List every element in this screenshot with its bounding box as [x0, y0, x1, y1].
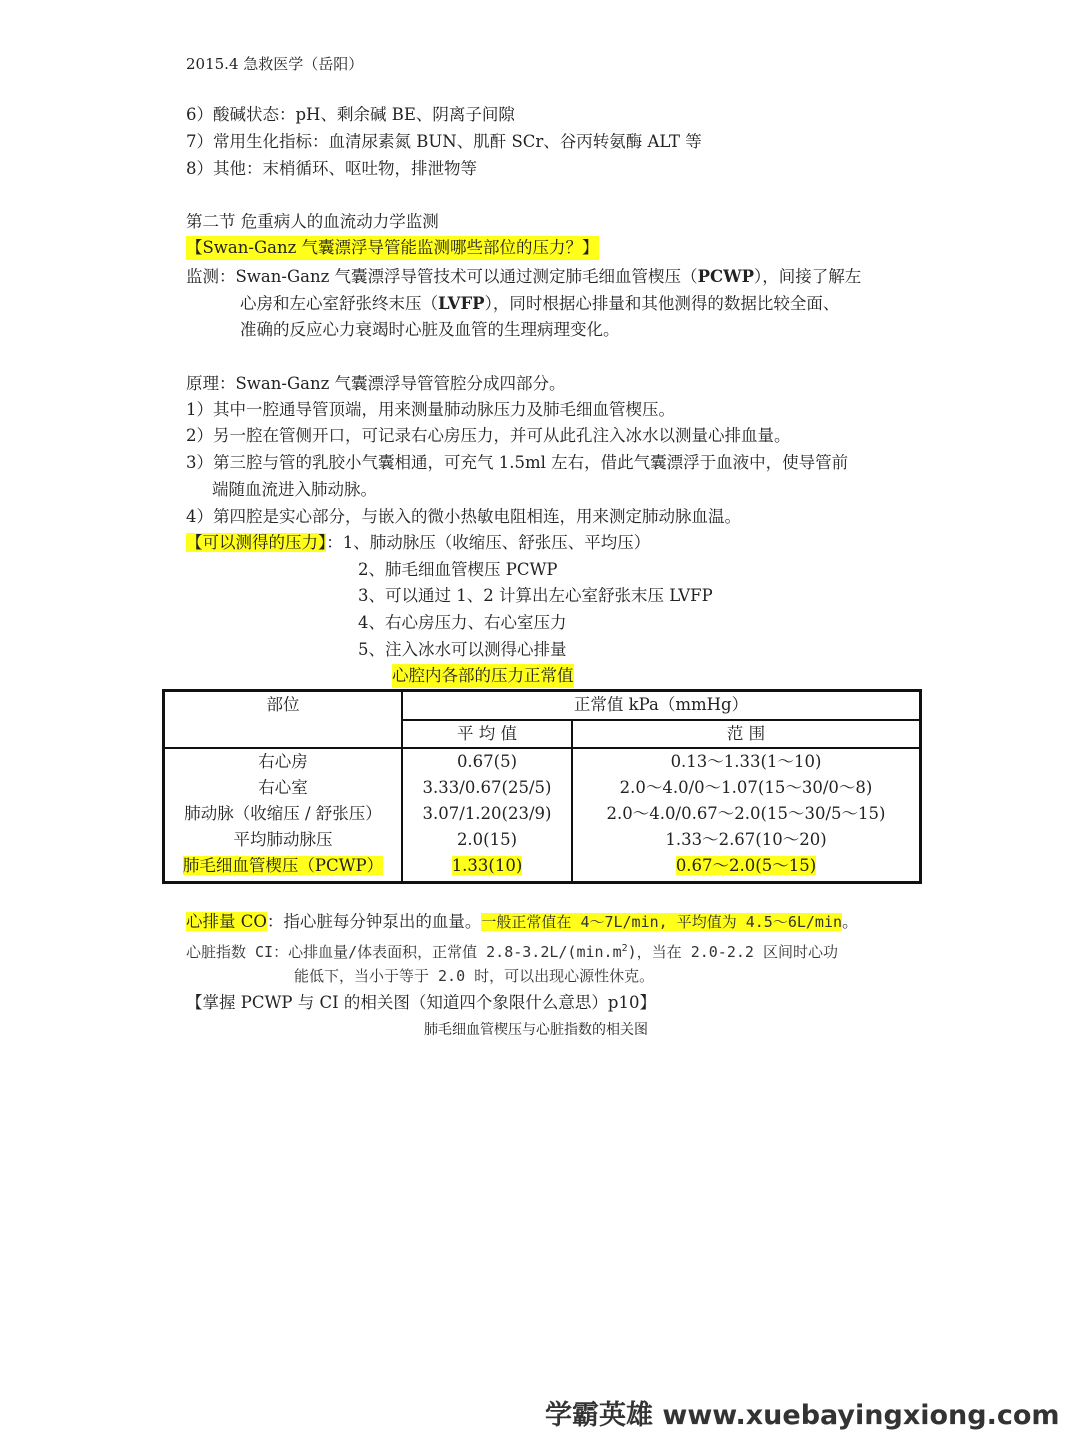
table-header-mean: 平 均 值: [402, 720, 572, 748]
principle-item: 端随血流进入肺动脉。: [212, 480, 377, 499]
table-caption: 心腔内各部的压力正常值: [392, 664, 574, 688]
row-site: 右心房: [164, 748, 403, 775]
ci-line-2: 能低下，当小于等于 2.0 时，可以出现心源性休克。: [294, 967, 655, 985]
measurable-item: 4、右心房压力、右心室压力: [358, 613, 567, 632]
site-watermark: 学霸英雄 www.xuebayingxiong.com: [545, 1400, 1060, 1431]
monitor-line-3: 准确的反应心力衰竭时心脏及血管的生理病理变化。: [240, 320, 620, 339]
principle-item: 3）第三腔与管的乳胶小气囊相通，可充气 1.5ml 左右，借此气囊漂浮于血液中，使导管前: [186, 453, 849, 472]
section-title: 第二节 危重病人的血流动力学监测: [186, 212, 439, 231]
ci-line1a: 心脏指数 CI：心排血量/体表面积，正常值 2.8-3.2L/(min.m: [186, 943, 622, 961]
measurable-item: 3、可以通过 1、2 计算出左心室舒张末压 LVFP: [358, 586, 713, 605]
monitor-prefix: 监测：Swan-Ganz 气囊漂浮导管技术可以通过测定肺毛细血管楔压（: [186, 267, 698, 286]
co-end: 。: [842, 912, 859, 931]
row-range: 2.0～4.0/0.67～2.0(15～30/5～15): [606, 804, 886, 823]
row-mean: [402, 853, 572, 883]
principle-item: 2）另一腔在管侧开口，可记录右心房压力，并可从此孔注入冰水以测量心排血量。: [186, 426, 791, 445]
measurable-colon: ：: [326, 533, 343, 552]
ci-line-1: [186, 937, 838, 964]
measurable-label: 【可以测得的压力】: [186, 533, 327, 552]
measurable-line-1: [186, 531, 650, 555]
row-mean-text: 1.33(10): [451, 856, 523, 875]
figure-caption: 肺毛细血管楔压与心脏指数的相关图: [424, 1022, 648, 1038]
principle-intro: 原理：Swan-Ganz 气囊漂浮导管管腔分成四部分。: [186, 374, 566, 393]
question-heading: 【Swan-Ganz 气囊漂浮导管能监测哪些部位的压力？】: [186, 236, 599, 260]
list-item: 6）酸碱状态：pH、剩余碱 BE、阴离子间隙: [186, 105, 515, 124]
table-row: [164, 775, 921, 801]
principle-item: 1）其中一腔通导管顶端，用来测量肺动脉压力及肺毛细血管楔压。: [186, 400, 675, 419]
row-range: 1.33～2.67(10～20): [665, 830, 827, 849]
ci-line1b: )，当在 2.0-2.2 区间时心功: [627, 943, 838, 961]
page-header: 2015.4 急救医学（岳阳）: [186, 55, 364, 73]
row-mean: 3.07/1.20(23/9): [402, 801, 572, 827]
pressure-table: [162, 689, 922, 884]
ci-sup: 2: [621, 943, 628, 954]
monitor-line2a: 心房和左心室舒张终末压（: [240, 294, 438, 313]
lvfp-term: LVFP: [438, 294, 485, 313]
row-site: 平均肺动脉压: [164, 827, 403, 853]
list-item: 8）其他：末梢循环、呕吐物，排泄物等: [186, 159, 477, 178]
row-range: 0.13～1.33(1～10): [670, 752, 822, 771]
table-row: [164, 827, 921, 853]
monitor-line-1: [186, 265, 861, 289]
table-row: [164, 748, 921, 775]
row-range-text: 0.67～2.0(5～15): [675, 856, 817, 875]
row-range: [572, 853, 921, 883]
table-row: [164, 853, 921, 883]
row-range: 2.0～4.0/0～1.07(15～30/0～8): [619, 778, 873, 797]
co-line: [186, 910, 859, 934]
row-mean: 3.33/0.67(25/5): [402, 775, 572, 801]
co-highlight: 一般正常值在 4～7L/min, 平均值为 4.5～6L/min: [481, 913, 843, 931]
table-header-site: 部位: [164, 691, 403, 749]
pcwp-term: PCWP: [697, 267, 755, 286]
co-text: ：指心脏每分钟泵出的血量。: [266, 912, 482, 931]
row-site-text: 肺毛细血管楔压（PCWP）: [182, 856, 384, 875]
co-label: 心排量 CO: [186, 912, 267, 931]
table-row: [164, 801, 921, 827]
list-item: 7）常用生化指标：血清尿素氮 BUN、肌酐 SCr、谷丙转氨酶 ALT 等: [186, 132, 702, 151]
table-header-normal: 正常值 kPa（mmHg）: [573, 695, 749, 714]
monitor-line2b: ），同时根据心排量和其他测得的数据比较全面、: [484, 294, 840, 313]
monitor-mid: ），间接了解左: [754, 267, 862, 286]
row-site: 肺动脉（收缩压 / 舒张压）: [164, 801, 403, 827]
row-site: 右心室: [164, 775, 403, 801]
measurable-item: 2、肺毛细血管楔压 PCWP: [358, 560, 558, 579]
row-mean: 2.0(15): [402, 827, 572, 853]
measurable-item: 1、肺动脉压（收缩压、舒张压、平均压）: [342, 533, 651, 552]
measurable-item: 5、注入冰水可以测得心排量: [358, 640, 567, 659]
master-note: 【掌握 PCWP 与 CI 的相关图（知道四个象限什么意思）p10】: [186, 993, 656, 1012]
monitor-line-2: [240, 292, 839, 316]
row-mean: 0.67(5): [402, 748, 572, 775]
row-site: [164, 853, 403, 883]
table-header-range: 范 围: [572, 720, 921, 748]
principle-item: 4）第四腔是实心部分，与嵌入的微小热敏电阻相连，用来测定肺动脉血温。: [186, 507, 741, 526]
